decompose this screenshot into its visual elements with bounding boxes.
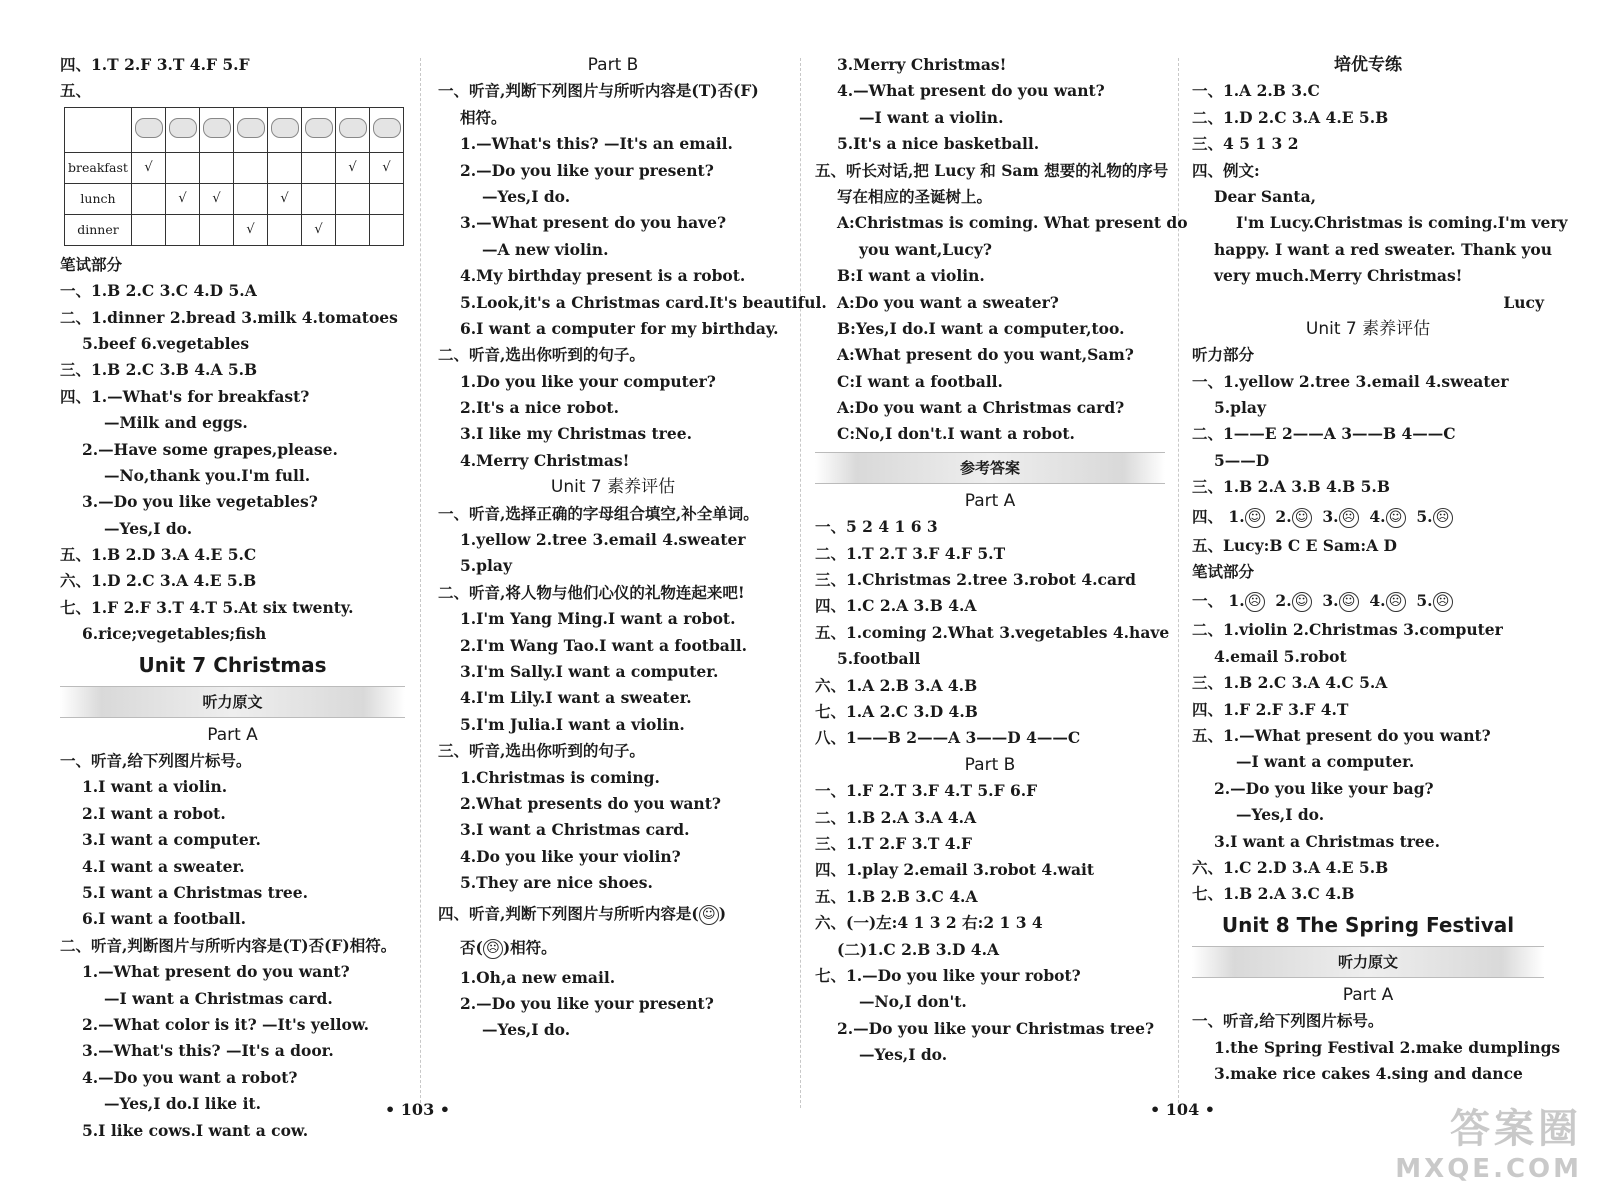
table-cell: [132, 214, 166, 245]
answer-line: —Yes,I do.: [104, 518, 193, 538]
table-cell: √: [370, 152, 404, 183]
transcript-line: C:No,I don't.I want a robot.: [837, 424, 1075, 444]
vegetables-icon: [237, 118, 265, 138]
answer-line: 七、1.B 2.A 3.C 4.B: [1192, 884, 1355, 904]
answer-line: 2.—Do you like your Christmas tree?: [837, 1018, 1155, 1038]
answer-line: —Yes,I do.: [859, 1045, 948, 1065]
transcript-line: —Yes,I do.: [482, 186, 571, 206]
transcript-line: 2.—What color is it? —It's yellow.: [82, 1014, 369, 1034]
row-label: breakfast: [65, 152, 132, 183]
answer-line: 一、1.F 2.T 3.F 4.T 5.F 6.F: [815, 781, 1038, 801]
transcript-line: A:Do you want a Christmas card?: [837, 398, 1125, 418]
letter-line: Dear Santa,: [1214, 186, 1317, 206]
transcript-line: —I want a violin.: [859, 107, 1004, 127]
table-cell: [200, 152, 234, 183]
transcript-line: 1.I want a violin.: [82, 777, 228, 797]
transcript-line: 1.—What's this? —It's an email.: [460, 134, 733, 154]
fish-icon: [271, 118, 299, 138]
column-4: [1192, 52, 1568, 1087]
answer-line: 五、1.coming 2.What 3.vegetables 4.have: [815, 622, 1170, 642]
answer-line: 五、1.B 2.D 3.A 4.E 5.C: [60, 545, 257, 565]
smile-face-icon: ☺: [1292, 508, 1312, 528]
transcript-line: 3.I want a Christmas card.: [460, 820, 690, 840]
row-label: dinner: [65, 214, 132, 245]
page-number: • 103 •: [385, 1100, 450, 1119]
transcript-line: 4.I want a sweater.: [82, 856, 245, 876]
transcript-line: 4.—What present do you want?: [837, 81, 1105, 101]
transcript-line: B:Yes,I do.I want a computer,too.: [837, 318, 1125, 338]
question-line: 二、听音,判断图片与所听内容是(T)否(F)相符。: [60, 935, 397, 955]
page-number: • 104 •: [1150, 1100, 1215, 1119]
transcript-line: 5.Look,it's a Christmas card.It's beautiful.: [460, 292, 827, 312]
question-line: 一、听音,判断下列图片与所听内容是(T)否(F): [438, 81, 759, 101]
smile-face-icon: ☺: [1292, 592, 1312, 612]
table-cell: √: [132, 152, 166, 183]
watermark-url: MXQE.COM: [1395, 1154, 1582, 1184]
row-label: lunch: [65, 183, 132, 214]
transcript-line: 2.It's a nice robot.: [460, 398, 619, 418]
answer-line: 二、1.D 2.C 3.A 4.E 5.B: [1192, 107, 1389, 127]
answer-line: 6.rice;vegetables;fish: [82, 624, 267, 644]
table-cell: [200, 214, 234, 245]
answer-line: 三、1.B 2.A 3.B 4.B 5.B: [1192, 477, 1390, 497]
meat-icon: [305, 118, 333, 138]
part-heading: Part A: [1342, 984, 1394, 1005]
answer-line: 三、1.B 2.C 3.B 4.A 5.B: [60, 360, 258, 380]
rice-icon: [203, 118, 231, 138]
transcript-line: 2.—Do you like your present?: [460, 160, 714, 180]
question-line: 一、听音,给下列图片标号。: [1192, 1011, 1384, 1031]
question-line: 五、听长对话,把 Lucy 和 Sam 想要的礼物的序号: [815, 160, 1169, 180]
transcript-line: 2.—Do you like your present?: [460, 993, 714, 1013]
smile-face-icon: ☺: [699, 905, 719, 925]
transcript-line: 5.They are nice shoes.: [460, 873, 653, 893]
transcript-line: 1.yellow 2.tree 3.email 4.sweater: [460, 530, 746, 550]
unit-title: Unit 7 Christmas: [138, 652, 327, 677]
smile-face-icon: ☺: [1386, 508, 1406, 528]
answer-line: 二、1.T 2.T 3.F 4.F 5.T: [815, 543, 1006, 563]
part-heading: Part B: [964, 754, 1016, 775]
transcript-line: 5.I like cows.I want a cow.: [82, 1120, 309, 1140]
answer-line: 三、1.B 2.C 3.A 4.C 5.A: [1192, 673, 1388, 693]
section-banner: 听力原文: [1192, 946, 1544, 978]
watermark-text: 答案圈: [1450, 1106, 1582, 1152]
frown-face-icon: ☹: [1433, 592, 1453, 612]
unit-title: Unit 8 The Spring Festival: [1221, 912, 1515, 937]
answer-line: —I want a computer.: [1236, 752, 1415, 772]
transcript-line: 1.the Spring Festival 2.make dumplings: [1214, 1037, 1561, 1057]
column-1: [60, 52, 405, 1144]
transcript-line: 4.I'm Lily.I want a sweater.: [460, 688, 692, 708]
answer-line: 五、1.—What present do you want?: [1192, 725, 1491, 745]
answer-line: 4.email 5.robot: [1214, 646, 1347, 666]
table-cell: √: [200, 183, 234, 214]
question-line: 相符。: [460, 107, 507, 127]
section-heading: 笔试部分: [60, 255, 123, 274]
answer-line: 四、1.play 2.email 3.robot 4.wait: [815, 860, 1095, 880]
answer-line: 五、1.B 2.B 3.C 4.A: [815, 886, 978, 906]
table-cell: [302, 183, 336, 214]
answer-line: 2.—Have some grapes,please.: [82, 439, 338, 459]
answer-line: 三、4 5 1 3 2: [1192, 134, 1299, 154]
transcript-line: 4.Do you like your violin?: [460, 846, 681, 866]
answer-line: 四、1.C 2.A 3.B 4.A: [815, 596, 977, 616]
question-line: 三、听音,选出你听到的句子。: [438, 741, 645, 761]
transcript-line: 3.I like my Christmas tree.: [460, 424, 692, 444]
answer-line: 六、1.D 2.C 3.A 4.E 5.B: [60, 571, 257, 591]
transcript-line: 6.I want a computer for my birthday.: [460, 318, 779, 338]
answer-line: 八、1——B 2——A 3——D 4——C: [815, 728, 1081, 748]
table-cell: [166, 152, 200, 183]
table-cell: [268, 214, 302, 245]
milk-icon: [373, 118, 401, 138]
letter-signature: Lucy: [1503, 292, 1544, 312]
transcript-line: you want,Lucy?: [859, 239, 992, 259]
transcript-line: A:Do you want a sweater?: [837, 292, 1059, 312]
table-cell: [268, 152, 302, 183]
transcript-line: 3.—What present do you have?: [460, 213, 727, 233]
smile-face-icon: ☺: [1245, 508, 1265, 528]
face-answer-line: 一、 1. ☹ 2. ☺ 3. ☺ 4. ☹ 5. ☹: [1192, 585, 1544, 617]
question-line: 一、听音,给下列图片标号。: [60, 751, 252, 771]
answer-line: 一、1.yellow 2.tree 3.email 4.sweater: [1192, 371, 1509, 391]
table-cell: [234, 152, 268, 183]
column-3: [815, 52, 1188, 1068]
table-cell: [370, 214, 404, 245]
transcript-line: —I want a Christmas card.: [104, 988, 333, 1008]
question-line: 二、听音,选出你听到的句子。: [438, 345, 645, 365]
answer-line: 四、1.T 2.F 3.T 4.F 5.F: [60, 55, 250, 74]
table-cell: [336, 214, 370, 245]
answer-line: 一、1.B 2.C 3.C 4.D 5.A: [60, 281, 257, 301]
question-line: 四、听音,判断下列图片与所听内容是( ☺ ): [438, 903, 727, 923]
transcript-line: 1.Do you like your computer?: [460, 371, 716, 391]
answer-line: 三、1.Christmas 2.tree 3.robot 4.card: [815, 570, 1137, 590]
transcript-line: A:Christmas is coming. What present do: [837, 213, 1188, 233]
table-cell: √: [302, 214, 336, 245]
part-heading: Part A: [207, 724, 258, 745]
answer-line: (二)1.C 2.B 3.D 4.A: [837, 939, 999, 959]
table-cell: [132, 183, 166, 214]
face-answer-line: 四、 1. ☺ 2. ☺ 3. ☹ 4. ☺ 5. ☹: [1192, 501, 1544, 533]
part-heading: Part A: [964, 490, 1016, 511]
frown-face-icon: ☹: [1386, 592, 1406, 612]
section-heading: 笔试部分: [1192, 563, 1255, 582]
bread-icon: [135, 118, 163, 138]
transcript-line: 1.—What present do you want?: [82, 962, 350, 982]
answer-line: 二、1.violin 2.Christmas 3.computer: [1192, 620, 1503, 640]
answer-line: 5.football: [837, 649, 921, 669]
answer-line: 二、1——E 2——A 3——B 4——C: [1192, 424, 1456, 444]
answer-line: —No,I don't.: [859, 992, 967, 1012]
section-banner: 参考答案: [815, 452, 1165, 484]
answer-line: 二、1.dinner 2.bread 3.milk 4.tomatoes: [60, 307, 398, 327]
table-cell: [336, 183, 370, 214]
section-title: 培优专练: [1334, 55, 1402, 75]
transcript-line: 4.My birthday present is a robot.: [460, 266, 746, 286]
answer-line: 3.—Do you like vegetables?: [82, 492, 318, 512]
answer-line: 六、1.A 2.B 3.A 4.B: [815, 675, 978, 695]
meal-table: [64, 107, 404, 246]
table-cell: [166, 214, 200, 245]
egg-icon: [339, 118, 367, 138]
subsection-title: Unit 7 素养评估: [550, 477, 676, 498]
subsection-title: Unit 7 素养评估: [1305, 318, 1431, 339]
table-cell: [370, 183, 404, 214]
question-line: 二、听音,将人物与他们心仪的礼物连起来吧!: [438, 582, 745, 602]
table-row: [65, 183, 404, 214]
question-line: 写在相应的圣诞树上。: [837, 186, 993, 206]
column-divider: [800, 58, 801, 1108]
section-heading: 听力部分: [1192, 346, 1255, 365]
answer-line: 七、1.F 2.F 3.T 4.T 5.At six twenty.: [60, 597, 354, 617]
transcript-line: 2.What presents do you want?: [460, 793, 721, 813]
watermark-logo: [1395, 1097, 1582, 1184]
answer-line: 一、1.A 2.B 3.C: [1192, 81, 1320, 101]
transcript-line: B:I want a violin.: [837, 266, 985, 286]
column-2: [438, 52, 827, 1044]
transcript-line: C:I want a football.: [837, 371, 1003, 391]
transcript-line: A:What present do you want,Sam?: [837, 345, 1134, 365]
transcript-line: 2.I want a robot.: [82, 803, 226, 823]
part-heading: Part B: [587, 55, 639, 75]
transcript-line: 3.Merry Christmas!: [837, 55, 1007, 74]
transcript-line: —Yes,I do.I like it.: [104, 1094, 262, 1114]
transcript-line: 5.I want a Christmas tree.: [82, 882, 309, 902]
table-row: [65, 214, 404, 245]
transcript-line: 5.I'm Julia.I want a violin.: [460, 714, 685, 734]
answer-line: 六、(一)左:4 1 3 2 右:2 1 3 4: [815, 913, 1043, 933]
frown-face-icon: ☹: [1433, 508, 1453, 528]
answer-line: 5——D: [1214, 450, 1270, 470]
transcript-line: 3.—What's this? —It's a door.: [82, 1041, 334, 1061]
frown-face-icon: ☹: [1339, 508, 1359, 528]
answer-line: 3.I want a Christmas tree.: [1214, 831, 1441, 851]
question-line: 否( ☹ )相符。: [460, 937, 557, 957]
table-cell: √: [336, 152, 370, 183]
table-cell: [302, 152, 336, 183]
transcript-line: 2.I'm Wang Tao.I want a football.: [460, 635, 747, 655]
answer-line: 四、1.F 2.F 3.F 4.T: [1192, 699, 1349, 719]
answer-line: 5.play: [1214, 398, 1266, 418]
transcript-line: 1.Oh,a new email.: [460, 967, 616, 987]
transcript-line: 5.play: [460, 556, 512, 576]
transcript-line: 1.Christmas is coming.: [460, 767, 660, 787]
answer-line: 四、1.—What's for breakfast?: [60, 386, 310, 406]
answer-line: 2.—Do you like your bag?: [1214, 778, 1434, 798]
transcript-line: 3.make rice cakes 4.sing and dance: [1214, 1063, 1523, 1083]
transcript-line: 4.Merry Christmas!: [460, 450, 630, 470]
table-cell: √: [166, 183, 200, 214]
transcript-line: 4.—Do you want a robot?: [82, 1067, 298, 1087]
answer-line: 七、1.A 2.C 3.D 4.B: [815, 701, 978, 721]
transcript-line: —Yes,I do.: [482, 1020, 571, 1040]
frown-face-icon: ☹: [483, 939, 503, 959]
answer-line: 二、1.B 2.A 3.A 4.A: [815, 807, 977, 827]
table-row: [65, 152, 404, 183]
transcript-line: 1.I'm Yang Ming.I want a robot.: [460, 609, 736, 629]
question-line: 一、听音,选择正确的字母组合填空,补全单词。: [438, 503, 759, 523]
table-cell: [234, 183, 268, 214]
letter-line: happy. I want a red sweater. Thank you: [1214, 239, 1552, 259]
transcript-line: —A new violin.: [482, 239, 609, 259]
transcript-line: 6.I want a football.: [82, 909, 247, 929]
food-header-row: [65, 107, 404, 152]
answer-line: 六、1.C 2.D 3.A 4.E 5.B: [1192, 857, 1389, 877]
letter-line: I'm Lucy.Christmas is coming.I'm very: [1236, 213, 1568, 233]
frown-face-icon: ☹: [1245, 592, 1265, 612]
answer-line: —Yes,I do.: [1236, 805, 1325, 825]
column-divider: [420, 58, 421, 1108]
smile-face-icon: ☺: [1339, 592, 1359, 612]
answer-line: 三、1.T 2.F 3.T 4.F: [815, 833, 972, 853]
table-cell: √: [234, 214, 268, 245]
answer-line: 五、Lucy:B C E Sam:A D: [1192, 535, 1397, 555]
table-cell: √: [268, 183, 302, 214]
transcript-line: 3.I want a computer.: [82, 830, 261, 850]
letter-line: very much.Merry Christmas!: [1214, 266, 1463, 286]
answer-line: 一、5 2 4 1 6 3: [815, 517, 938, 537]
answer-line: 五、: [60, 81, 92, 101]
answer-line: —No,thank you.I'm full.: [104, 465, 311, 485]
noodles-icon: [169, 118, 197, 138]
answer-line: 七、1.—Do you like your robot?: [815, 965, 1081, 985]
answer-line: 5.beef 6.vegetables: [82, 333, 250, 353]
section-banner: 听力原文: [60, 686, 405, 718]
transcript-line: 3.I'm Sally.I want a computer.: [460, 661, 719, 681]
transcript-line: 5.It's a nice basketball.: [837, 134, 1040, 154]
answer-line: 四、例文:: [1192, 160, 1260, 180]
answer-line: —Milk and eggs.: [104, 413, 248, 433]
